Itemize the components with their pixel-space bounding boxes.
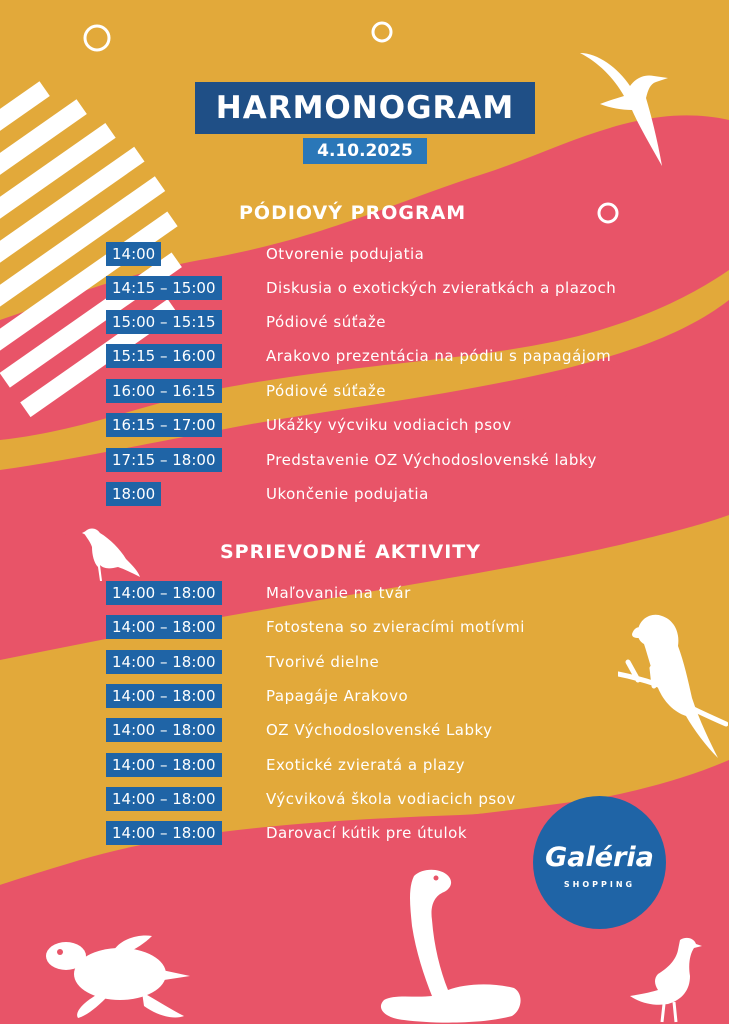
schedule-row <box>106 753 706 777</box>
schedule-row <box>106 448 706 472</box>
time-badge: 16:15 – 17:00 <box>106 413 222 437</box>
time-badge: 16:00 – 16:15 <box>106 379 222 403</box>
small-bird-icon <box>80 525 142 585</box>
schedule-row <box>106 344 706 368</box>
time-badge: 14:00 – 18:00 <box>106 581 222 605</box>
time-badge: 14:00 – 18:00 <box>106 650 222 674</box>
time-badge: 14:00 <box>106 242 161 266</box>
turtle-icon <box>44 930 192 1020</box>
time-badge: 17:15 – 18:00 <box>106 448 222 472</box>
time-badge: 14:00 – 18:00 <box>106 684 222 708</box>
activity-label: Výcviková škola vodiacich psov <box>266 790 516 808</box>
activity-label: Ukončenie podujatia <box>266 485 429 503</box>
activity-label: Predstavenie OZ Východoslovenské labky <box>266 451 597 469</box>
activity-label: Papagáje Arakovo <box>266 687 409 705</box>
schedule-row <box>106 276 706 300</box>
activity-label: Pódiové súťaže <box>266 313 386 331</box>
gull-icon <box>624 934 702 1024</box>
schedule-row <box>106 581 706 605</box>
activity-label: Otvorenie podujatia <box>266 245 425 263</box>
time-badge: 14:00 – 18:00 <box>106 615 222 639</box>
section-title-podiovy: PÓDIOVÝ PROGRAM <box>239 202 467 224</box>
event-date: 4.10.2025 <box>303 138 427 164</box>
schedule-row <box>106 379 706 403</box>
activity-label: Ukážky výcviku vodiacich psov <box>266 416 512 434</box>
activity-label: Maľovanie na tvár <box>266 584 411 602</box>
schedule-row <box>106 413 706 437</box>
section-title-sprievodne: SPRIEVODNÉ AKTIVITY <box>220 541 482 563</box>
activity-label: Exotické zvieratá a plazy <box>266 756 465 774</box>
time-badge: 14:00 – 18:00 <box>106 821 222 845</box>
time-badge: 14:15 – 15:00 <box>106 276 222 300</box>
time-badge: 15:00 – 15:15 <box>106 310 222 334</box>
time-badge: 15:15 – 16:00 <box>106 344 222 368</box>
activity-label: Arakovo prezentácia na pódiu s papagájom <box>266 347 612 365</box>
seagull-icon <box>578 48 670 170</box>
galeria-logo <box>533 796 666 929</box>
logo-wordmark: Galéria <box>545 842 654 873</box>
activity-label: OZ Východoslovenské Labky <box>266 721 493 739</box>
activity-label: Darovací kútik pre útulok <box>266 824 468 842</box>
time-badge: 18:00 <box>106 482 161 506</box>
page-title: HARMONOGRAM <box>195 82 535 134</box>
time-badge: 14:00 – 18:00 <box>106 718 222 742</box>
schedule-row <box>106 684 706 708</box>
activity-label: Fotostena so zvieracími motívmi <box>266 618 525 636</box>
schedule-row <box>106 718 706 742</box>
time-badge: 14:00 – 18:00 <box>106 753 222 777</box>
schedule-row <box>106 650 706 674</box>
time-badge: 14:00 – 18:00 <box>106 787 222 811</box>
schedule-row <box>106 615 706 639</box>
schedule-row <box>106 310 706 334</box>
schedule-row <box>106 242 706 266</box>
schedule-row <box>106 482 706 506</box>
snake-icon <box>374 866 524 1024</box>
activity-label: Tvorivé dielne <box>266 653 380 671</box>
activity-label: Pódiové súťaže <box>266 382 386 400</box>
activity-label: Diskusia o exotických zvieratkách a plazoch <box>266 279 617 297</box>
logo-subtitle: SHOPPING <box>563 880 636 889</box>
